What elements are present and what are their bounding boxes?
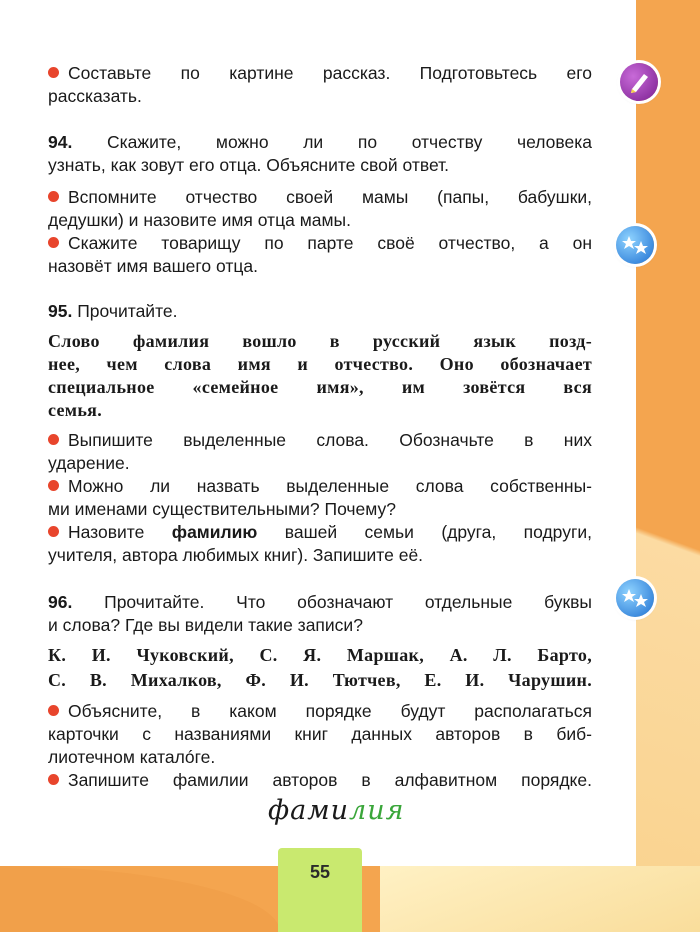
exercise-95-bullet-1: Выпишите выделенные слова. Обозначьте в них ударение. xyxy=(48,430,592,473)
exercise-96-names: К. И. Чуковский, С. Я. Маршак, А. Л. Барто, С. В. Михалков, Ф. И. Тютчев, Е. И. Чарушин. xyxy=(48,645,592,690)
exercise-94: 94. Скажите, можно ли по отчеству человека узнать, как зовут его отца. Объясните свой ответ. xyxy=(48,132,592,175)
exercise-94-bullet-1: Вспомните отчество своей мамы (папы, бабушки, дедушки) и назовите имя отца мамы. xyxy=(48,187,592,230)
star-icon xyxy=(616,226,654,264)
exercise-96: 96. Прочитайте. Что обозначают отдельные буквы и слова? Где вы видели такие записи? xyxy=(48,592,592,635)
right-margin-decoration xyxy=(636,0,700,932)
bullet-icon xyxy=(48,191,59,202)
star-icon xyxy=(616,579,654,617)
bullet-icon xyxy=(48,526,59,537)
bullet-icon xyxy=(48,237,59,248)
bullet-icon xyxy=(48,774,59,785)
bullet-icon xyxy=(48,67,59,78)
exercise-number: 96. xyxy=(48,592,73,612)
intro-task: Составьте по картине рассказ. Подготовьтесь его рассказать. xyxy=(48,63,592,106)
page-number-tab xyxy=(278,848,362,932)
bullet-icon xyxy=(48,480,59,491)
exercise-95-bullet-3: Назовите фамилию вашей семьи (друга, подруги, учителя, автора любимых книг). Запишите её. xyxy=(48,522,592,565)
page-number: 55 xyxy=(309,862,331,882)
handwritten-word: фамилия xyxy=(268,795,405,826)
exercise-94-bullet-2: Скажите товарищу по парте своё отчество, а он назовёт имя вашего отца. xyxy=(48,233,592,276)
exercise-95-text: Слово фамилия вошло в русский язык позд- нее, чем слова имя и отчество. Оно обозначает специальное «семейное имя», им зовётся вся семья. xyxy=(48,331,592,420)
exercise-96-bullet-1: Объясните, в каком порядке будут располагаться карточки с названиями книг данных авторов в биб- лиотечном каталóге. xyxy=(48,701,592,767)
exercise-95-title: 95. Прочитайте. xyxy=(48,301,178,321)
exercise-number: 95. xyxy=(48,301,73,321)
bullet-icon xyxy=(48,434,59,445)
exercise-number: 94. xyxy=(48,132,73,152)
bullet-icon xyxy=(48,705,59,716)
exercise-95-bullet-2: Можно ли назвать выделенные слова собственны- ми именами существительными? Почему? xyxy=(48,476,592,519)
pen-icon xyxy=(620,63,658,101)
exercise-96-bullet-2: Запишите фамилии авторов в алфавитном порядке. xyxy=(48,769,592,792)
